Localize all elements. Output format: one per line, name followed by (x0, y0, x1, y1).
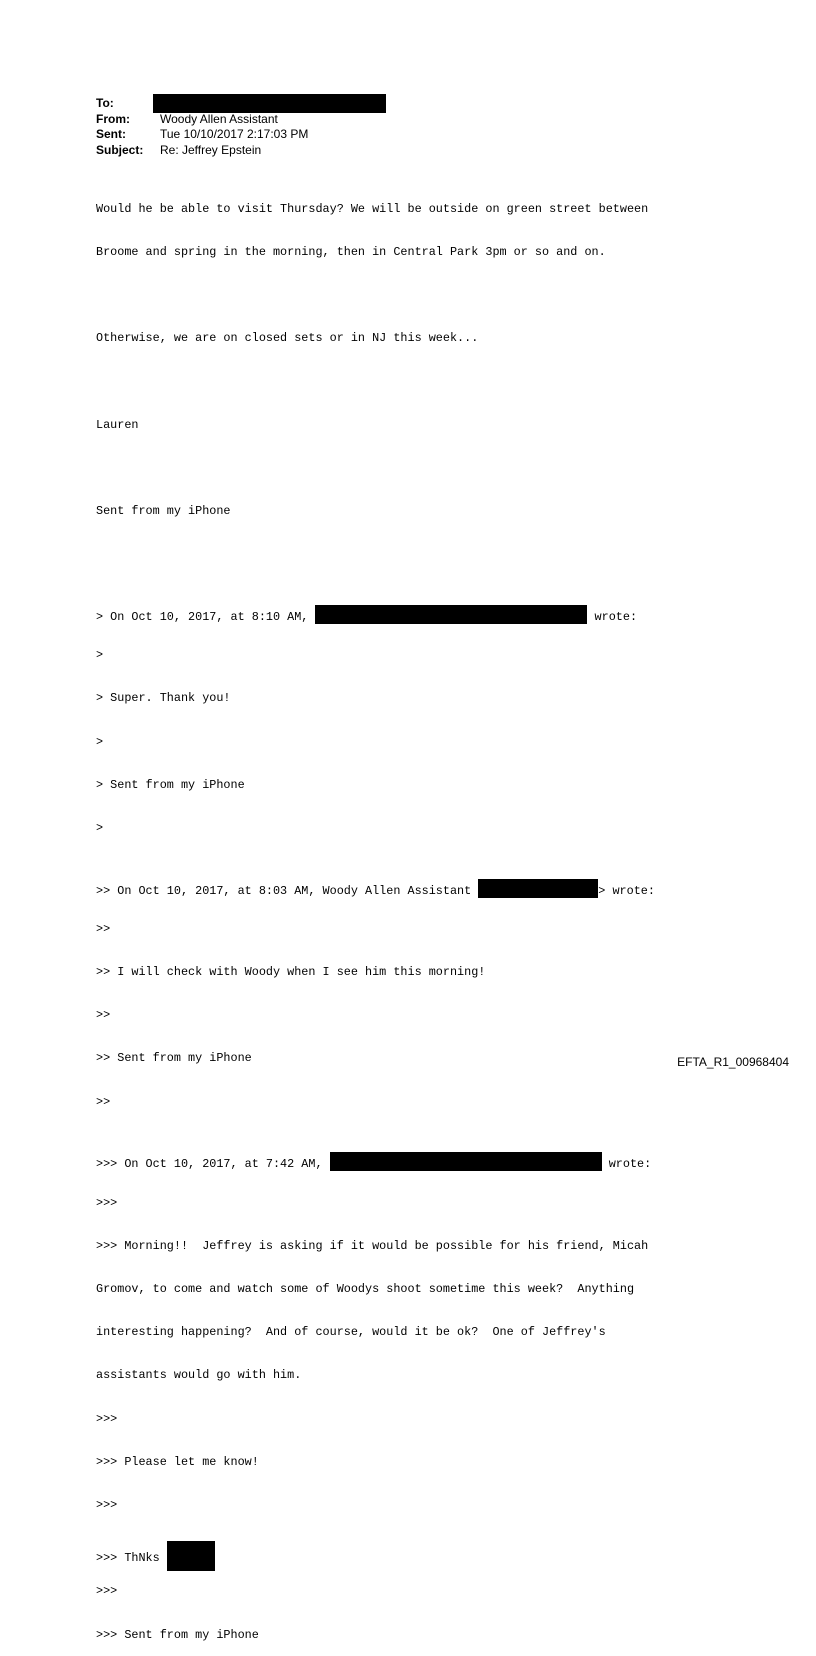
quote-header-text: wrote: (601, 1157, 652, 1172)
quote-line: > (96, 734, 104, 749)
quote-header-text: > wrote: (598, 883, 655, 898)
email-header (96, 96, 386, 158)
redaction-block (167, 1541, 215, 1571)
email-body (96, 173, 736, 1656)
subject-row (96, 143, 386, 159)
to-label: To: (96, 96, 114, 110)
quote-header-1 (96, 605, 736, 625)
quote-line: >>> (96, 1195, 118, 1210)
redaction-block (330, 1152, 602, 1171)
quote-header-text: >>> On Oct 10, 2017, at 7:42 AM, (96, 1157, 330, 1172)
quote-line: >>> (96, 1411, 118, 1426)
redaction-block (315, 605, 587, 624)
from-row (96, 112, 386, 128)
quote-line: interesting happening? And of course, would it be ok? One of Jeffrey's (96, 1325, 606, 1340)
quote-line: Gromov, to come and watch some of Woodys shoot sometime this week? Anything (96, 1281, 635, 1296)
quote-thanks-text: >>> ThNks (96, 1551, 167, 1566)
quote-line: > Super. Thank you! (96, 691, 231, 706)
quote-header-2 (96, 879, 736, 898)
quote-line: >> (96, 1008, 111, 1023)
quote-line: >>> Please let me know! (96, 1454, 259, 1469)
document-id: EFTA_R1_00968404 (677, 1055, 789, 1069)
redaction-block (478, 879, 598, 898)
quote-header-text: wrote: (587, 610, 638, 625)
sent-from-line: Sent from my iPhone (96, 504, 231, 519)
quote-line: >>> (96, 1497, 118, 1512)
quote-line: >> Sent from my iPhone (96, 1051, 252, 1066)
body-line: Otherwise, we are on closed sets or in NJ this week... (96, 331, 479, 346)
quote-line: > Sent from my iPhone (96, 777, 245, 792)
from-label: From: (96, 111, 130, 126)
quote-line: > (96, 821, 104, 836)
from-value: Woody Allen Assistant (160, 111, 278, 126)
body-line: Would he be able to visit Thursday? We will be outside on green street between (96, 201, 649, 216)
quote-line: >> (96, 921, 111, 936)
quote-header-text: > On Oct 10, 2017, at 8:10 AM, (96, 610, 316, 625)
quote-line: assistants would go with him. (96, 1368, 302, 1383)
quote-header-text: >> On Oct 10, 2017, at 8:03 AM, Woody Allen Assistant (96, 883, 479, 898)
signature: Lauren (96, 417, 139, 432)
quote-line: >> (96, 1094, 111, 1109)
quote-line: >> I will check with Woody when I see him this morning! (96, 965, 486, 980)
body-line: Broome and spring in the morning, then in Central Park 3pm or so and on. (96, 245, 606, 260)
sent-value: Tue 10/10/2017 2:17:03 PM (160, 127, 309, 142)
quote-line: >>> Sent from my iPhone (96, 1627, 259, 1642)
redaction-block (153, 94, 386, 113)
quote-header-3 (96, 1152, 736, 1172)
quote-line: > (96, 648, 104, 663)
subject-value: Re: Jeffrey Epstein (160, 142, 262, 157)
sent-label: Sent: (96, 127, 126, 142)
quote-thanks-line (96, 1541, 736, 1566)
quote-line: >>> Morning!! Jeffrey is asking if it would be possible for his friend, Micah (96, 1238, 649, 1253)
quote-line: >>> (96, 1584, 118, 1599)
subject-label: Subject: (96, 142, 144, 157)
sent-row (96, 127, 386, 143)
to-row (96, 96, 386, 112)
